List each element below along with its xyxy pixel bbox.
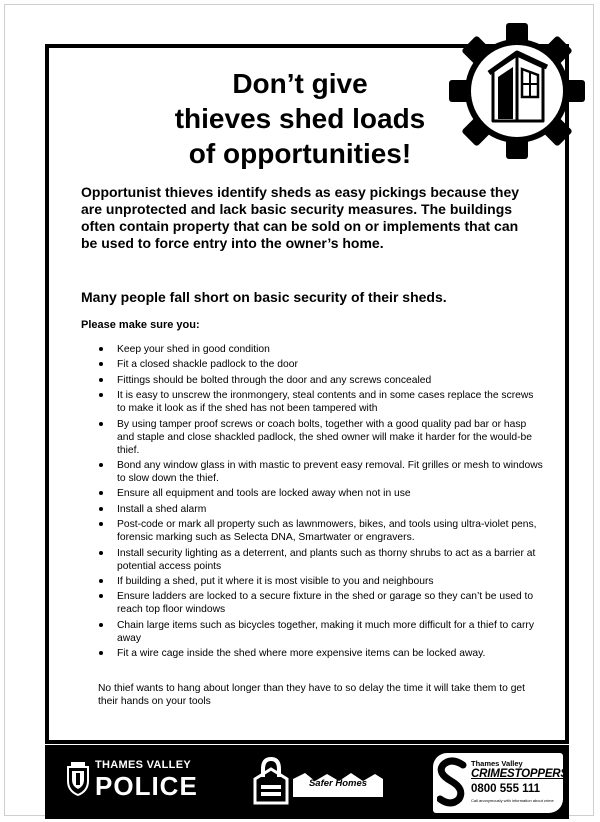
police-crest-icon xyxy=(65,761,91,797)
crimestoppers-name: CRIMESTOPPERS xyxy=(471,768,568,780)
checklist-item-text: Install a shed alarm xyxy=(117,503,207,515)
checklist-item xyxy=(98,503,543,516)
bullet-dot xyxy=(99,651,103,655)
checklist-item-text: Ensure ladders are locked to a secure fixture in the shed or garage so they can’t be used to reach top floor windows xyxy=(117,591,534,616)
closing-paragraph: No thief wants to hang about longer than they have to so delay the time it will take them to get their hands on your tools xyxy=(98,683,526,707)
checklist-item xyxy=(98,647,543,660)
bullet-dot xyxy=(99,422,103,426)
tvp-name: THAMES VALLEY xyxy=(95,759,191,771)
bullet-dot xyxy=(99,507,103,511)
checklist-item-text: Keep your shed in good condition xyxy=(117,344,270,355)
intro-paragraph: Opportunist thieves identify sheds as easy pickings because they are unprotected and lack basic security measures. The buildings often contain property that can be sold on or implements that can be used to force entry into the owner’s home. xyxy=(81,184,520,251)
checklist-item-text: Install security lighting as a deterrent, and plants such as thorny shrubs to act as a barrier at potential access points xyxy=(117,547,536,572)
checklist-item-text: Post-code or mark all property such as lawnmowers, bikes, and tools using ultra-violet pens, forensic marking such as Selecta DNA, Smartwater or engravers. xyxy=(117,519,537,544)
bullet-dot xyxy=(99,362,103,366)
checklist-item-text: Fit a wire cage inside the shed where more expensive items can be locked away. xyxy=(117,648,486,660)
title-line: Don’t give xyxy=(232,68,368,99)
checklist-item-text: By using tamper proof screws or coach bolts, together with a good quality pad bar or hasp and staple and close shackled padlock, the shed owner will make it harder for the would-be thief. xyxy=(117,418,532,456)
checklist-item xyxy=(98,547,543,573)
checklist-item xyxy=(98,459,543,485)
bullet-dot xyxy=(99,522,103,526)
checklist-item xyxy=(98,374,543,387)
safer-homes-text: Safer Homes xyxy=(308,778,368,789)
checklist-item-text: It is easy to unscrew the ironmongery, steal contents and in some cases replace the screws to make it look as if the shed has not been tampered with xyxy=(117,390,534,415)
safer-homes-lock-icon xyxy=(251,755,291,807)
checklist-item xyxy=(98,358,543,371)
bullet-dot xyxy=(99,594,103,598)
checklist-item xyxy=(98,418,543,457)
shortfall-statement: Many people fall short on basic security of their sheds. xyxy=(81,289,447,305)
bullet-dot xyxy=(99,551,103,555)
checklist-item xyxy=(98,487,543,500)
bullet-dot xyxy=(99,378,103,382)
tvp-police: POLICE xyxy=(95,771,198,801)
bullet-dot xyxy=(99,491,103,495)
checklist-heading: Please make sure you: xyxy=(81,319,200,331)
bullet-dot xyxy=(99,393,103,397)
checklist-item xyxy=(98,343,543,356)
bullet-dot xyxy=(99,463,103,467)
crimestoppers-tagline: Call anonymously with information about crime xyxy=(471,798,554,803)
checklist-item-text: Chain large items such as bicycles together, making it much more difficult for a thief to carry away xyxy=(117,619,535,644)
bullet-dot xyxy=(99,623,103,627)
bullet-dot xyxy=(99,347,103,351)
checklist-item-text: Fittings should be bolted through the door and any screws concealed xyxy=(117,374,432,386)
crimestoppers-logo xyxy=(433,753,568,813)
bullet-dot xyxy=(99,579,103,583)
checklist-item-text: Bond any window glass in with mastic to prevent easy removal. Fit grilles or mesh to windows to slow down the thief. xyxy=(117,459,543,484)
footer-logo-bar xyxy=(45,745,569,819)
title-line: thieves shed loads xyxy=(174,103,426,134)
crimestoppers-region: Thames Valley xyxy=(471,759,523,768)
title-line: of opportunities! xyxy=(188,138,412,169)
crimestoppers-s-icon xyxy=(437,757,467,807)
security-checklist xyxy=(98,343,543,662)
poster-title xyxy=(0,66,600,171)
checklist-item-text: If building a shed, put it where it is most visible to you and neighbours xyxy=(117,575,434,587)
checklist-item xyxy=(98,389,543,415)
checklist-item xyxy=(98,575,543,588)
crimestoppers-phone: 0800 555 111 xyxy=(471,783,541,795)
checklist-item xyxy=(98,619,543,645)
checklist-item xyxy=(98,590,543,616)
checklist-item-text: Ensure all equipment and tools are locked away when not in use xyxy=(117,488,411,500)
checklist-item-text: Fit a closed shackle padlock to the door xyxy=(117,359,298,371)
checklist-item xyxy=(98,518,543,544)
